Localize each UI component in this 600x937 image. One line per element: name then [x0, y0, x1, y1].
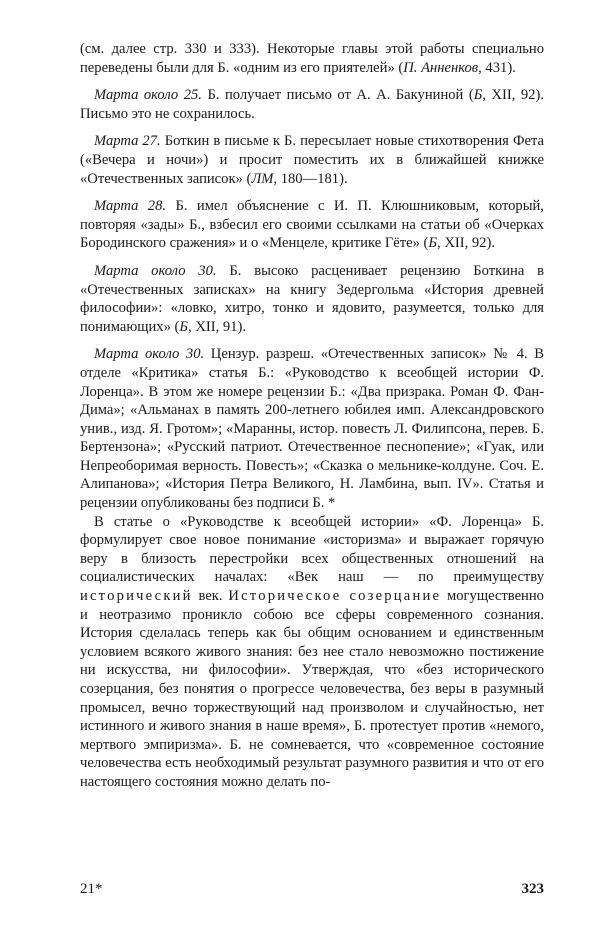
- chronicle-entry: Марта 28. Б. имел объяснение с И. П. Клюшниковым, который, повторяя «зады» Б., взбесил его своими ссылками на статьи об «Очерках Бородинского сражения» и о «Менцеле, критике Гёте» (Б, XII, 92).: [80, 198, 544, 252]
- spaced-emphasis: Историческое созерцание: [228, 588, 442, 605]
- spaced-emphasis: исторический: [80, 588, 193, 605]
- page-number: 323: [521, 881, 544, 897]
- commentary-paragraph: В статье о «Руководстве к всеобщей истории» «Ф. Лоренца» Б. формулирует свое новое понимание «историзма» и выражает горячую веру в близость перестройки всех общественных отношений на социалистических началах: «Век наш — по преимуществу исторический век. Историческое созерцание могущественно и неотразимо проникло собою все сферы современного сознания. История сделалась теперь как бы общим основанием и единственным условием всякого живого знания: без нее стало невозможно постижение ни искусства, ни философии». Утверждая, что «без исторического созерцания, без понятия о прогрессе человечества, без веры в разумный промысел, вечно торжествующий над произволом и случайностью, нет истинного и живого знания в наше время», Б. протестует против «немого, мертвого эмпиризма». Б. не сомневается, что «современное состояние человечества есть необходимый результат разумного развития и что от его настоящего состояния можно делать по-: [80, 513, 544, 790]
- entry-date: Марта 28.: [94, 198, 167, 215]
- chronicle-entry: Марта 27. Боткин в письме к Б. пересылает новые стихотворения Фета («Вечера и ночи») и просит поместить их в ближайшей книжке «Отечественных записок» (ЛМ, 180—181).: [80, 133, 544, 187]
- source-ref: Б: [428, 235, 438, 252]
- source-ref: Б: [473, 87, 483, 104]
- chronicle-entry: Марта около 25. Б. получает письмо от А. А. Бакуниной (Б, XII, 92). Письмо это не сохранилось.: [80, 87, 544, 122]
- page-text: [80, 40, 544, 792]
- signature-mark: 21*: [80, 881, 103, 897]
- entry-date: Марта около 25.: [94, 87, 202, 104]
- source-ref: П. Анненков: [403, 59, 479, 76]
- source-ref: ЛМ: [251, 170, 274, 187]
- entry-date: Марта около 30.: [94, 346, 205, 363]
- entry-date: Марта 27.: [94, 133, 161, 150]
- chronicle-entry: Марта около 30. Цензур. разреш. «Отечественных записок» № 4. В отделе «Критика» статья Б.: «Руководство к всеобщей истории Ф. Лоренца». В этом же номере рецензии Б.: «Два призрака. Роман Ф. Фан-Дима»; «Альманах в память 200-летнего юбилея имп. Александровского унив., изд. Я. Гротом»; «Маранны, истор. повесть Л. Филипсона, перев. Б. Бертензона»; «Русский патриот. Отечественное песнопение»; «Гуак, или Непреоборимая верность. Повесть»; «Сказка о мельнике-колдуне. Соч. Е. Алипанова»; «История Петра Великого, Н. Ламбина, вып. IV». Статья и рецензии опубликованы без подписи Б. *: [80, 346, 544, 512]
- source-ref: Б: [179, 318, 189, 335]
- entry-date: Марта около 30.: [94, 262, 217, 279]
- chronicle-entry: Марта около 30. Б. высоко расценивает рецензию Боткина в «Отечественных записках» на книгу Зедергольма «История древней философии»: «ловко, хитро, тонко и ядовито, разумеется, только для понимающих» (Б, XII, 91).: [80, 262, 545, 335]
- intro-paragraph: (см. далее стр. 330 и 333). Некоторые главы этой работы специально переведены были для Б. «одним из его приятелей» (П. Анненков, 431).: [80, 41, 544, 76]
